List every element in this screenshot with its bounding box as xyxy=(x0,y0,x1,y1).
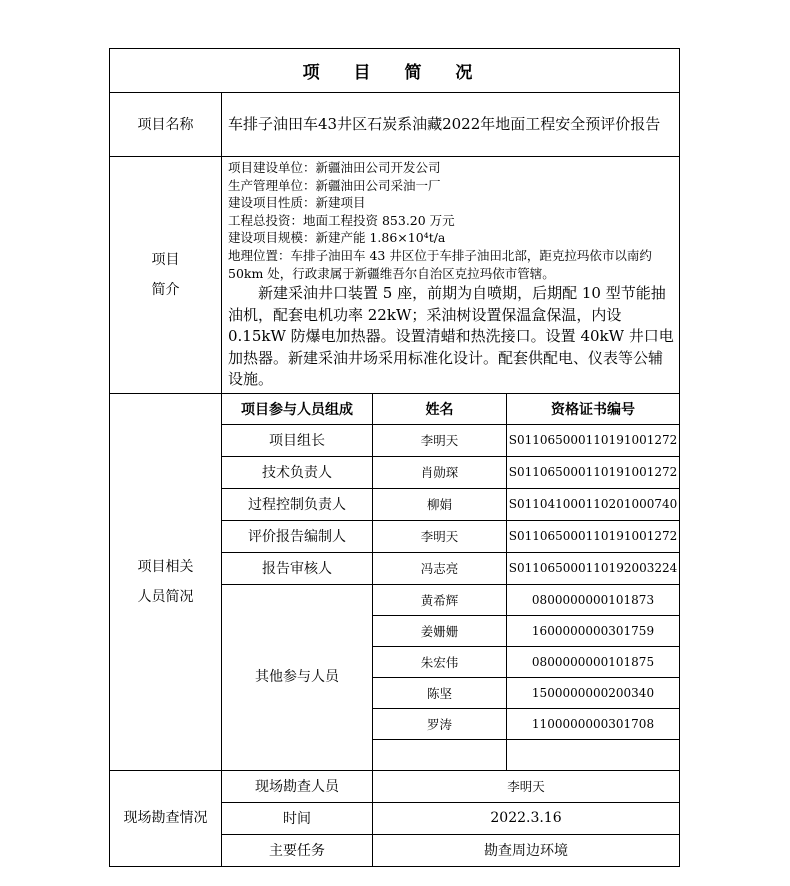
cert-cell: 1600000000301759 xyxy=(507,615,680,646)
name-cell: 冯志亮 xyxy=(373,552,507,584)
cert-cell: 0800000000101875 xyxy=(507,646,680,677)
role-cell: 过程控制负责人 xyxy=(222,488,373,520)
name-cell: 肖勋琛 xyxy=(373,456,507,488)
name-cell: 陈坚 xyxy=(373,677,507,708)
name-cell: 姜姗姗 xyxy=(373,615,507,646)
name-cell: 黄希辉 xyxy=(373,584,507,615)
intro-line-investment: 工程总投资：地面工程投资 853.20 万元 xyxy=(228,212,455,228)
cert-cell xyxy=(507,739,680,770)
intro-line-unit: 项目建设单位：新疆油田公司开发公司 xyxy=(228,160,441,175)
role-cell: 评价报告编制人 xyxy=(222,520,373,552)
cert-cell: S011065000110191001272 xyxy=(507,520,680,552)
intro-line-nature: 建设项目性质：新建项目 xyxy=(228,195,366,211)
intro-line-scale: 建设项目规模：新建产能 1.86×10⁴t/a xyxy=(228,230,446,246)
table-title: 项 目 简 况 xyxy=(110,49,680,93)
survey-label: 现场勘查情况 xyxy=(110,770,222,866)
personnel-label xyxy=(110,393,222,770)
cert-cell: 0800000000101873 xyxy=(507,584,680,615)
personnel-label-line2: 人员简况 xyxy=(137,588,194,605)
others-label: 其他参与人员 xyxy=(222,584,373,770)
survey-row-label: 现场勘查人员 xyxy=(222,770,373,802)
survey-row-value: 勘查周边环境 xyxy=(373,834,680,866)
cert-cell: S011065000110191001272 xyxy=(507,424,680,456)
header-cert: 资格证书编号 xyxy=(507,393,680,424)
name-cell: 李明天 xyxy=(373,520,507,552)
role-cell: 技术负责人 xyxy=(222,456,373,488)
name-cell: 柳娟 xyxy=(373,488,507,520)
personnel-label-line1: 项目相关 xyxy=(137,558,194,575)
cert-cell: S011065000110191001272 xyxy=(507,456,680,488)
intro-line-location: 地理位置：车排子油田车 43 井区位于车排子油田北部，距克拉玛依市以南约 50km 处，行政隶属于新疆维吾尔自治区克拉玛依市管辖。 xyxy=(228,247,652,281)
survey-row-value: 李明天 xyxy=(373,770,680,802)
cert-cell: S011041000110201000740 xyxy=(507,488,680,520)
role-cell: 项目组长 xyxy=(222,424,373,456)
intro-label xyxy=(110,157,222,394)
cert-cell: 1100000000301708 xyxy=(507,708,680,739)
name-cell xyxy=(373,739,507,770)
project-name-label: 项目名称 xyxy=(110,93,222,157)
survey-row-value: 2022.3.16 xyxy=(373,802,680,834)
cert-cell: 1500000000200340 xyxy=(507,677,680,708)
header-name: 姓名 xyxy=(373,393,507,424)
name-cell: 朱宏伟 xyxy=(373,646,507,677)
intro-line-management: 生产管理单位：新疆油田公司采油一厂 xyxy=(228,177,441,193)
intro-paragraph: 新建采油井口装置 5 座，前期为自喷期，后期配 10 型节能抽油机，配套电机功率 22kW；采油树设置保温盒保温，内设 0.15kW 防爆电加热器。设置清蜡和热洗接口。设置 40kW 井口电加热器。新建采油井场采用标准化设计。配套供配电、仪表等公辅设施。 xyxy=(228,284,674,389)
name-cell: 罗涛 xyxy=(373,708,507,739)
name-cell: 李明天 xyxy=(373,424,507,456)
role-cell: 报告审核人 xyxy=(222,552,373,584)
survey-row-label: 时间 xyxy=(222,802,373,834)
header-role: 项目参与人员组成 xyxy=(222,393,373,424)
survey-row-label: 主要任务 xyxy=(222,834,373,866)
intro-content xyxy=(222,157,680,394)
intro-label-line2: 简介 xyxy=(151,281,180,298)
project-overview-table xyxy=(109,48,680,867)
project-name-value: 车排子油田车43井区石炭系油藏2022年地面工程安全预评价报告 xyxy=(222,93,680,157)
intro-label-line1: 项目 xyxy=(151,251,180,268)
cert-cell: S011065000110192003224 xyxy=(507,552,680,584)
